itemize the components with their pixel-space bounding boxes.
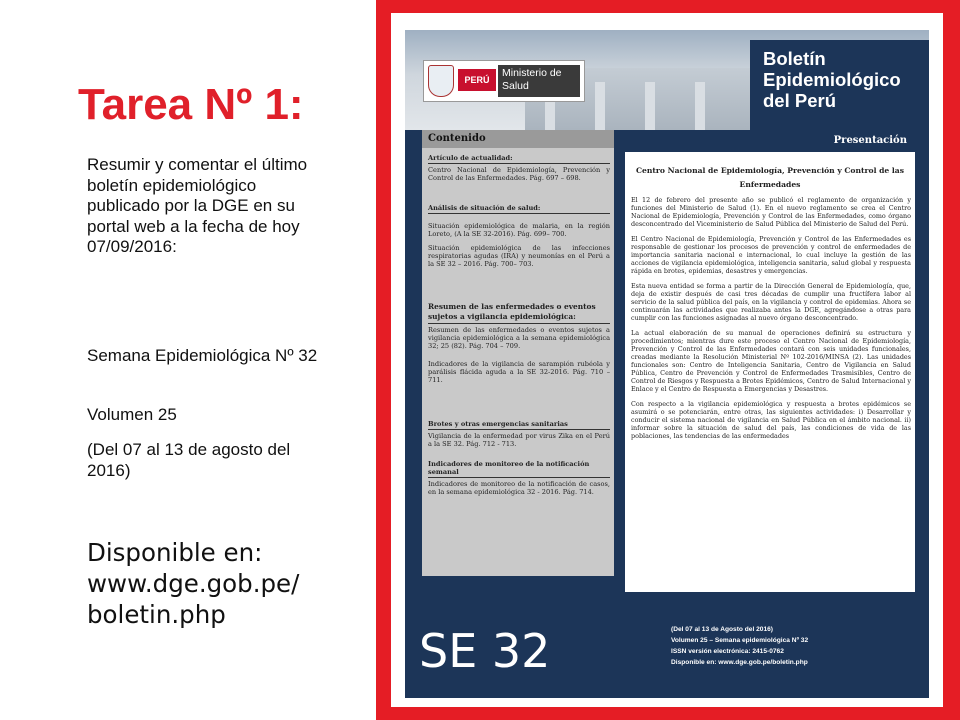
presentation-paragraph: La actual elaboración de su manual de operaciones definirá su estructura y procedimientos; mientras dure este proceso el Centro Nacional de Epidemiología, Prevención y Control de las Enfermedades contará con seis unidades funcionales, creadas mediante la Resolución Ministerial Nº 102-2016/MINSA (2). Las unidades funcionales son: Centro de Inteligencia Sanitaria, Centro de Vigilancia en Salud Pública, Centro de Prevención y Control de Enfermedades Trasmisibles, Centro de Control de Riesgos y Respuesta a Brotes Epidémicos, Centro de Salud Internacional y Enlace y el Centro de Respuesta a Emergencias y Desastres. <box>631 329 911 393</box>
contents-sidebar <box>422 130 614 576</box>
epidemiological-week: Semana Epidemiológica Nº 32 <box>87 346 318 365</box>
presentation-heading: Presentación <box>625 130 915 152</box>
footer-info-line: Disponible en: www.dge.gob.pe/boletin.php <box>671 659 808 666</box>
date-range: (Del 07 al 13 de agosto del 2016) <box>87 440 291 480</box>
presentation-paragraph: El Centro Nacional de Epidemiología, Prevención y Control de las Enfermedades es responsable de gestionar los procesos de prevención y control de enfermedades de importancia sanitaria nacional e internacional, lo cual incluye la gestión de las acciones de vigilancia epidemiológica, inteligencia sanitaria, salud global y respuesta rápida en brotes, epidemias, desastres y emergencias. <box>631 235 911 275</box>
bulletin-title-line: Epidemiológico <box>763 69 901 90</box>
footer-info-line: Volumen 25 – Semana epidemiológica Nº 32 <box>671 637 809 644</box>
cover-footer <box>405 596 929 698</box>
building-column <box>695 82 705 130</box>
presentation-panel <box>625 130 915 592</box>
volume-label: Volumen 25 <box>87 405 177 424</box>
slide-title: Tarea Nº 1: <box>78 80 304 129</box>
ministry-logo <box>423 60 585 102</box>
contents-section <box>428 204 610 274</box>
presentation-paragraph: Esta nueva entidad se forma a partir de la Dirección General de Epidemiología, que, deja de existir después de casi tres décadas de cumplir una fructífera labor al servicio de la salud pública del país, en la vigilancia y control de epidemias. Ahora se continuarán las actividades que realizaba antes la DGE, agregándose a otras para cumplir con las funciones asignadas al nuevo órgano desconcentrado. <box>631 282 911 322</box>
presentation-subtitle: Centro Nacional de Epidemiología, Prevención y Control de las Enfermedades <box>636 166 904 189</box>
contents-section-title: Indicadores de monitoreo de la notificación semanal <box>428 460 610 478</box>
building-column <box>645 82 655 130</box>
contents-section <box>428 460 610 502</box>
footer-info <box>671 624 921 668</box>
presentation-body <box>631 196 911 447</box>
contents-item: Vigilancia de la enfermedad por virus Zika en el Perú a la SE 32. Pág. 712 - 713. <box>428 432 610 448</box>
contents-item: Situación epidemiológica de las infecciones respiratorias agudas (IRA) y neumonías en el Perú a la SE 32 – 2016. Pág. 700– 703. <box>428 244 610 268</box>
contents-item: Indicadores de la vigilancia de sarampión rubéola y parálisis flácida aguda a la SE 32-2016. Pág. 710 – 711. <box>428 360 610 384</box>
bulletin-title-line: Boletín <box>763 48 826 69</box>
contents-item: Resumen de las enfermedades o eventos sujetos a vigilancia epidemiológica a la semana epidemiológica 32; 25 (82). Pág. 704 – 709. <box>428 326 610 350</box>
available-at-link[interactable]: Disponible en: www.dge.gob.pe/ boletin.php <box>87 538 300 629</box>
footer-info-line: ISSN versión electrónica: 2415-0762 <box>671 648 784 655</box>
contents-section <box>428 420 610 454</box>
contents-section-title: Brotes y otras emergencias sanitarias <box>428 420 610 430</box>
contents-item: Indicadores de monitoreo de la notificación de casos, en la semana epidemiológica 32 - 2016. Pág. 714. <box>428 480 610 496</box>
contents-item: Situación epidemiológica de malaria, en la región Loreto, (A la SE 32-2016). Pág. 699– 700. <box>428 222 610 238</box>
building-column <box>595 82 605 130</box>
presentation-paragraph: El 12 de febrero del presente año se publicó el reglamento de organización y funciones del Ministerio de Salud (1). En el nuevo reglamento se crea el Centro Nacional de Epidemiología, Prevención y Control de las Enfermedades, como órgano desconcentrado del Viceministerio de Salud Pública del Ministerio de Salud del Perú. <box>631 196 911 228</box>
bulletin-title-line: del Perú <box>763 90 836 111</box>
contents-section-title: Análisis de situación de salud: <box>428 204 610 214</box>
contents-item: Centro Nacional de Epidemiología, Prevención y Control de las Enfermedades. Pág. 697 – 698. <box>428 166 610 182</box>
presentation-paragraph: Con respecto a la vigilancia epidemiológica y respuesta a brotes epidémicos se asumirá o se potenciarán, entre otras, las siguientes actividades: i) Desarrollar y conducir el sistema nacional de vigilancia en Salud Pública en el ámbito nacional. ii) informar sobre la situación de salud del país, las condiciones de vida de las poblaciones, las tendencias de las enfermedades <box>631 400 911 440</box>
footer-info-line: (Del 07 al 13 de Agosto del 2016) <box>671 626 773 633</box>
contents-section-title: Resumen de las enfermedades o eventos sujetos a vigilancia epidemiológica: <box>428 302 610 324</box>
peru-label: PERÚ <box>458 69 496 91</box>
coat-of-arms-icon <box>428 65 454 97</box>
epi-week-label: SE 32 <box>419 624 551 678</box>
contents-section <box>428 154 610 188</box>
bulletin-title-block <box>750 40 929 130</box>
bulletin-cover <box>405 30 929 698</box>
contents-section-title: Artículo de actualidad: <box>428 154 610 164</box>
bulletin-title <box>763 48 923 111</box>
contents-section <box>428 302 610 390</box>
ministry-label: Ministerio de Salud <box>498 65 580 97</box>
contents-heading: Contenido <box>422 130 614 148</box>
task-description: Resumir y comentar el último boletín epidemiológico publicado por la DGE en su portal web a la fecha de hoy 07/09/2016: <box>87 155 308 256</box>
